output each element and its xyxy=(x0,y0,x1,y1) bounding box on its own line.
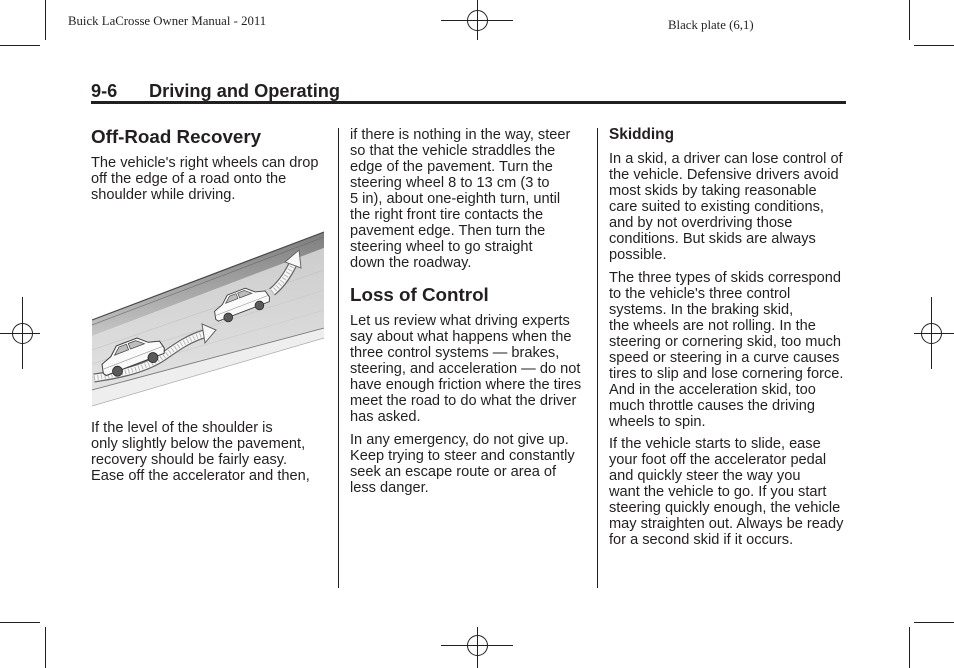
registration-mark-bottom xyxy=(441,627,513,668)
heading-off-road-recovery: Off-Road Recovery xyxy=(91,126,262,147)
registration-circle xyxy=(468,11,488,31)
crop-mark-top-right xyxy=(910,0,954,46)
heading-loss-of-control: Loss of Control xyxy=(350,284,489,305)
column-divider-right xyxy=(597,128,598,588)
page-number: 9-6 xyxy=(91,81,118,101)
paragraph: Let us review what driving experts say about what happens when the three control systems — brakes, steering, and acceleration — do not have enough friction where the tires meet the road to do what the driver has asked. xyxy=(350,313,582,425)
section-title: Driving and Operating xyxy=(149,81,340,101)
crop-mark-bottom-right xyxy=(910,623,954,668)
paragraph: In a skid, a driver can lose control of the vehicle. Defensive drivers avoid most skids by taking reasonable care suited to existing conditions, and by not overdriving those conditions. But skids are always possible. xyxy=(609,151,843,263)
registration-mark-top xyxy=(441,0,513,40)
paragraph: The three types of skids correspond to the vehicle's three control systems. In the braking skid, the wheels are not rolling. In the steering or cornering skid, too much speed or steering in a curve causes tires to slip and lose cornering force. And in the acceleration skid, too much throttle causes the driving wheels to spin. xyxy=(609,270,844,430)
paragraph-continued: if there is nothing in the way, steer so that the vehicle straddles the edge of the pavement. Turn the steering wheel 8 to 13 cm (3 to 5 in), about one-eighth turn, until the right front tire contacts the pavement edge. Then turn the steering wheel to go straight down the roadway. xyxy=(350,127,571,271)
paragraph: In any emergency, do not give up. Keep trying to steer and constantly seek an escape route or area of less danger. xyxy=(350,432,575,496)
paragraph: If the vehicle starts to slide, ease your foot off the accelerator pedal and quickly steer the way you want the vehicle to go. If you start steering quickly enough, the vehicle may straighten out. Always be ready for a second skid if it occurs. xyxy=(609,436,844,548)
off-road-recovery-illustration xyxy=(92,228,324,408)
crop-mark-bottom-left xyxy=(0,623,46,668)
header-rule xyxy=(91,101,846,104)
paragraph: If the level of the shoulder is only slightly below the pavement, recovery should be fairly easy. Ease off the accelerator and then, xyxy=(91,420,310,484)
paragraph: The vehicle's right wheels can drop off the edge of a road onto the shoulder while driving. xyxy=(91,155,319,203)
column-divider-left xyxy=(338,128,339,588)
plate-label: Black plate (6,1) xyxy=(668,18,754,32)
section-header xyxy=(91,80,340,102)
registration-mark-left xyxy=(0,297,40,369)
registration-mark-right xyxy=(914,297,954,369)
manual-title: Buick LaCrosse Owner Manual - 2011 xyxy=(68,14,267,28)
registration-circle xyxy=(13,324,33,344)
crop-mark-top-left xyxy=(0,0,46,46)
subheading-skidding: Skidding xyxy=(609,126,674,143)
registration-circle xyxy=(922,324,942,344)
registration-circle xyxy=(468,636,488,656)
